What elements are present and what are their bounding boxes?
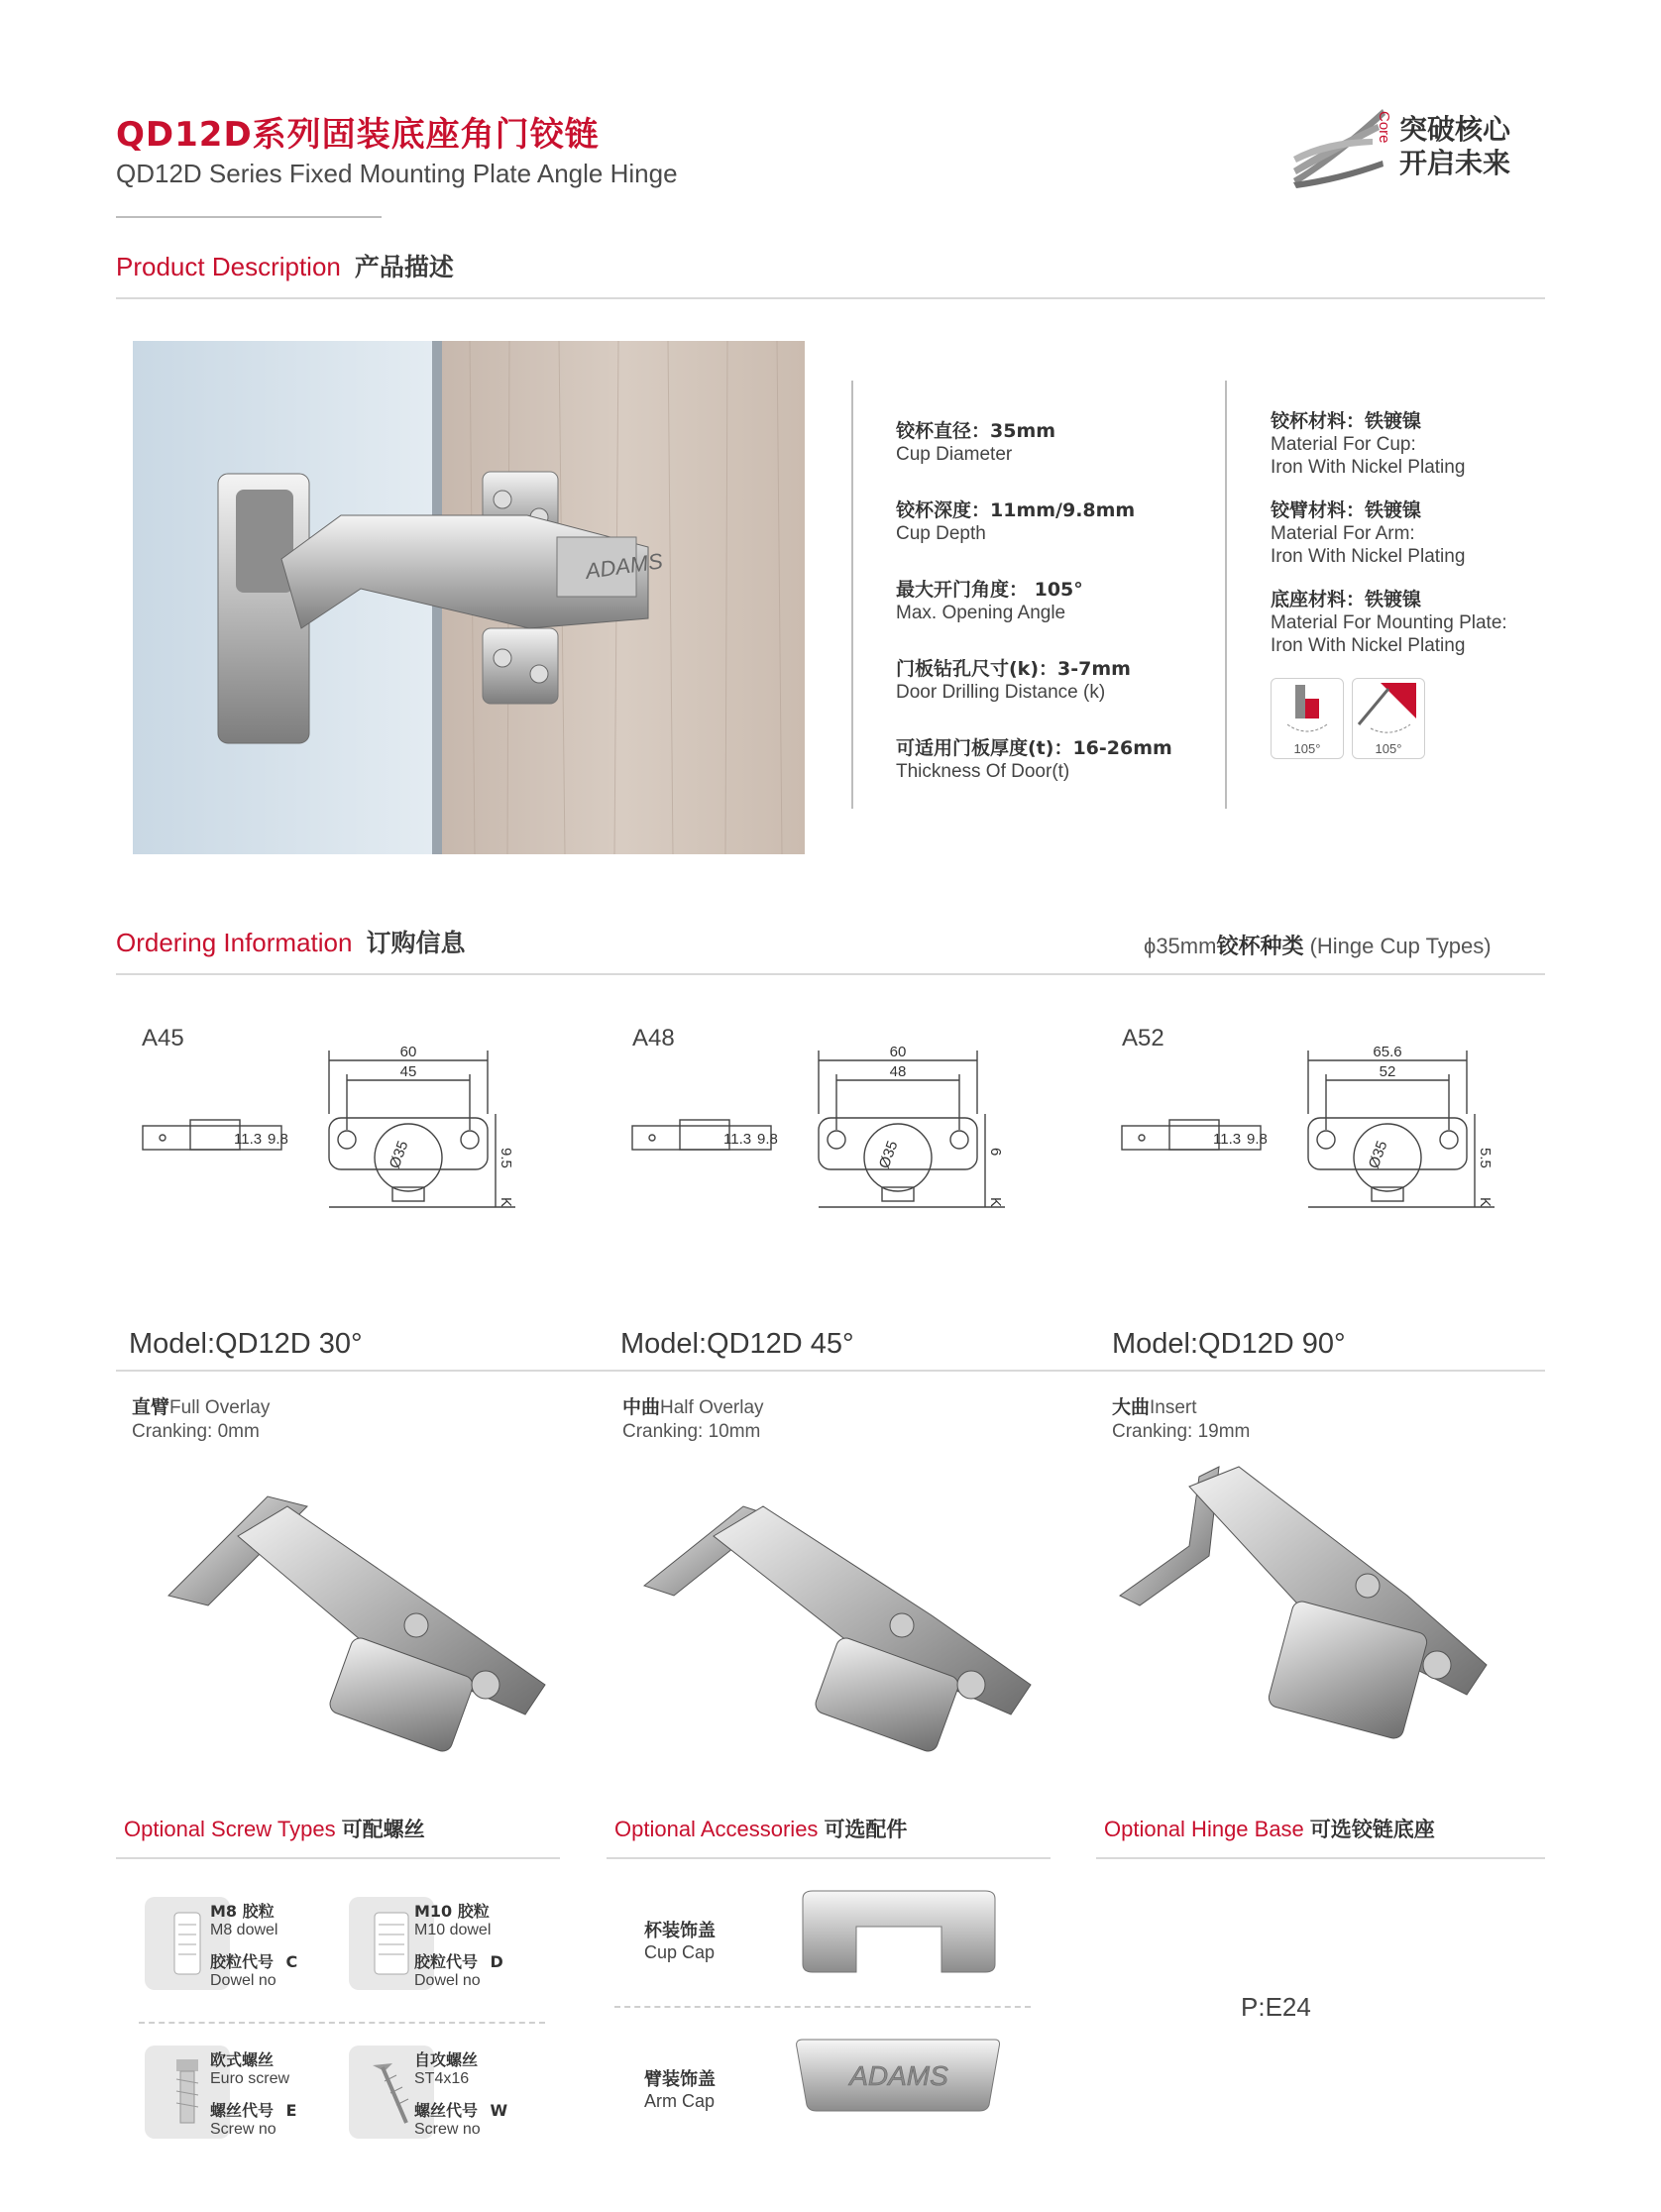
model-overlay-info: [132, 1395, 270, 1444]
spec-label-cn: 可适用门板厚度(t)：16-26mm: [896, 737, 1172, 759]
code-cn: 螺丝代号: [414, 2101, 479, 2120]
spec-item: [1271, 496, 1548, 585]
spec-label-cn: 底座材料：铁镀镍: [1271, 589, 1422, 610]
spec-label-en: Cup Depth: [896, 523, 986, 544]
page-title-en: QD12D Series Fixed Mounting Plate Angle Hinge: [116, 159, 678, 188]
spec-item: [896, 575, 1213, 654]
cup-types-en: (Hinge Cup Types): [1303, 934, 1492, 958]
spec-label-cn: 铰杯直径：35mm: [896, 420, 1056, 442]
spec-label-en: Max. Opening Angle: [896, 603, 1066, 623]
title-underline: [116, 216, 382, 218]
spec-label-cn: 门板钻孔尺寸(k)：3-7mm: [896, 658, 1131, 680]
cup-code: A52: [1122, 1025, 1164, 1051]
dim-side: 5.5: [1477, 1148, 1494, 1168]
screw-item: [414, 1899, 503, 1990]
cup-types-prefix: ϕ35mm: [1144, 934, 1217, 958]
spec-list-left: [896, 416, 1213, 813]
spec-label-en: Material For Cup:: [1271, 434, 1416, 455]
hinge-image-45: [634, 1447, 1051, 1764]
screw-cn: 欧式螺丝: [210, 2050, 275, 2069]
code-en: Screw no: [210, 2121, 277, 2138]
screw-en: ST4x16: [414, 2070, 470, 2087]
model-title: Model:QD12D 45°: [620, 1328, 854, 1360]
spec-label-en: Iron With Nickel Plating: [1271, 457, 1466, 478]
screw-item: [210, 1899, 297, 1990]
spec-label-cn: 铰杯材料：铁镀镍: [1271, 410, 1422, 432]
code-letter: W: [490, 2101, 508, 2120]
accessory-en: Cup Cap: [644, 1942, 716, 1962]
opt-title-en: Optional Hinge Base: [1104, 1817, 1304, 1841]
dim-d1: 11.3: [1213, 1131, 1242, 1148]
code-letter: C: [285, 1952, 298, 1971]
overlay-type-en: Full Overlay: [169, 1397, 271, 1418]
spec-label-cn: 铰臂材料：铁镀镍: [1271, 499, 1422, 521]
product-photo: [133, 341, 805, 854]
slogan: [1399, 113, 1510, 180]
opt-title-cn: 可配螺丝: [341, 1818, 425, 1841]
dim-side: 9.5: [498, 1148, 514, 1168]
dim-d2: 9.8: [268, 1131, 288, 1148]
section-optional-base: [1104, 1814, 1435, 1843]
section-title-en: Ordering Information: [116, 928, 353, 957]
dim-inner: 48: [889, 1063, 907, 1080]
hinge-image-30: [149, 1447, 565, 1764]
page-number: P:E24: [1241, 1992, 1311, 2022]
section-title-en: Product Description: [116, 252, 341, 281]
dim-outer: 60: [399, 1044, 417, 1060]
spec-label-en: Material For Arm:: [1271, 523, 1415, 544]
screw-en: M8 dowel: [210, 1922, 278, 1938]
dim-dia: Ø35: [875, 1138, 902, 1171]
page-title-cn: QD12D系列固装底座角门铰链: [116, 115, 600, 155]
dim-inner: 45: [399, 1063, 417, 1080]
accessory-cn: 杯装饰盖: [644, 1921, 716, 1941]
overlay-type-cn: 大曲: [1112, 1396, 1151, 1418]
section-optional-accessories: [614, 1814, 907, 1843]
section-divider: [116, 297, 1545, 299]
slogan-line2: 开启未来: [1399, 147, 1511, 179]
opt-title-en: Optional Screw Types: [124, 1817, 336, 1841]
cranking: Cranking: 19mm: [1112, 1421, 1251, 1442]
accessory-cn: 臂装饰盖: [644, 2069, 716, 2090]
slogan-line1: 突破核心: [1399, 113, 1511, 146]
core-logo-text: Core: [1376, 111, 1392, 144]
spec-label-cn: 最大开门角度： 105°: [896, 579, 1083, 601]
opt-title-cn: 可选配件: [824, 1818, 908, 1841]
dim-side: 6: [987, 1148, 1004, 1157]
screw-item: [210, 2047, 296, 2139]
dim-d1: 11.3: [234, 1131, 263, 1148]
spec-label-en: Iron With Nickel Plating: [1271, 546, 1466, 567]
cranking: Cranking: 0mm: [132, 1421, 260, 1442]
models-divider: [116, 1370, 1545, 1372]
overlay-type-en: Insert: [1150, 1397, 1197, 1418]
spec-item: [896, 416, 1213, 496]
code-en: Dowel no: [210, 1972, 277, 1989]
section-title-cn: 订购信息: [366, 929, 466, 957]
dim-dia: Ø35: [386, 1138, 412, 1171]
dim-k: K: [498, 1197, 514, 1208]
code-cn: 胶粒代号: [414, 1952, 479, 1971]
dim-dia: Ø35: [1365, 1138, 1391, 1171]
screw-cn: M8 胶粒: [210, 1902, 275, 1921]
spec-divider-right: [1225, 381, 1227, 809]
screw-item: [414, 2047, 507, 2139]
dim-outer: 65.6: [1373, 1044, 1402, 1060]
dim-inner: 52: [1379, 1063, 1396, 1080]
opt-divider: [607, 1857, 1051, 1859]
spec-item: [896, 733, 1213, 813]
angle-label: 105°: [1375, 741, 1402, 756]
spec-item: [896, 496, 1213, 575]
model-overlay-info: [622, 1395, 764, 1444]
spec-item: [1271, 406, 1548, 496]
overlay-type-cn: 直臂: [132, 1396, 170, 1418]
spec-label-en: Material For Mounting Plate:: [1271, 612, 1507, 633]
cup-cap-icon: [793, 1887, 1005, 1976]
dim-outer: 60: [889, 1044, 907, 1060]
accessory-en: Arm Cap: [644, 2091, 716, 2111]
angle-icon-door: [1352, 678, 1425, 759]
cup-types-cn: 铰杯种类: [1216, 935, 1304, 959]
spec-list-right: [1271, 406, 1548, 674]
spec-item: [896, 654, 1213, 733]
section-ordering: [116, 924, 465, 959]
dim-d2: 9.8: [757, 1131, 778, 1148]
spec-label-en: Cup Diameter: [896, 444, 1013, 465]
angle-label: 105°: [1293, 741, 1321, 756]
accessory-item: [644, 2065, 716, 2112]
screw-cn: 自攻螺丝: [414, 2050, 479, 2069]
opt-divider: [116, 1857, 560, 1859]
dashed-divider: [614, 2006, 1031, 2008]
spec-label-en: Thickness Of Door(t): [896, 761, 1070, 782]
dim-k: K: [1477, 1197, 1494, 1208]
spec-label-cn: 铰杯深度：11mm/9.8mm: [896, 499, 1136, 521]
cranking: Cranking: 10mm: [622, 1421, 761, 1442]
cup-code: A45: [142, 1025, 184, 1051]
code-en: Screw no: [414, 2121, 481, 2138]
opt-divider: [1096, 1857, 1545, 1859]
overlay-type-en: Half Overlay: [660, 1397, 764, 1418]
screw-en: Euro screw: [210, 2070, 290, 2087]
spec-label-en: Door Drilling Distance (k): [896, 682, 1106, 703]
spec-item: [1271, 585, 1548, 674]
cup-code: A48: [632, 1025, 675, 1051]
opt-title-en: Optional Accessories: [614, 1817, 819, 1841]
section-title-cn: 产品描述: [354, 253, 454, 281]
screw-en: M10 dowel: [414, 1922, 492, 1938]
angle-icon-cup: [1271, 678, 1344, 759]
section-optional-screws: [124, 1814, 425, 1843]
arm-cap-brand: ADAMS: [849, 2060, 948, 2091]
spec-label-en: Iron With Nickel Plating: [1271, 635, 1466, 656]
cup-types-label: [1144, 930, 1492, 960]
dim-d1: 11.3: [723, 1131, 752, 1148]
overlay-type-cn: 中曲: [622, 1396, 661, 1418]
code-cn: 螺丝代号: [210, 2101, 275, 2120]
code-en: Dowel no: [414, 1972, 481, 1989]
cup-drawings: [139, 1031, 1546, 1229]
model-title: Model:QD12D 90°: [1112, 1328, 1346, 1360]
code-letter: E: [285, 2101, 297, 2120]
opt-title-cn: 可选铰链底座: [1309, 1818, 1435, 1841]
model-title: Model:QD12D 30°: [129, 1328, 363, 1360]
arm-cap-icon: [789, 2032, 1009, 2115]
section-divider: [116, 973, 1545, 975]
screw-cn: M10 胶粒: [414, 1902, 490, 1921]
code-letter: D: [490, 1952, 503, 1971]
spec-divider-left: [851, 381, 853, 809]
section-product-description: [116, 248, 454, 283]
dim-d2: 9.8: [1247, 1131, 1268, 1148]
accessory-item: [644, 1917, 716, 1963]
dashed-divider: [139, 2022, 545, 2024]
hinge-image-90: [1110, 1437, 1526, 1764]
dim-k: K: [987, 1197, 1004, 1208]
code-cn: 胶粒代号: [210, 1952, 275, 1971]
photo-brand: ADAMS: [584, 548, 665, 584]
